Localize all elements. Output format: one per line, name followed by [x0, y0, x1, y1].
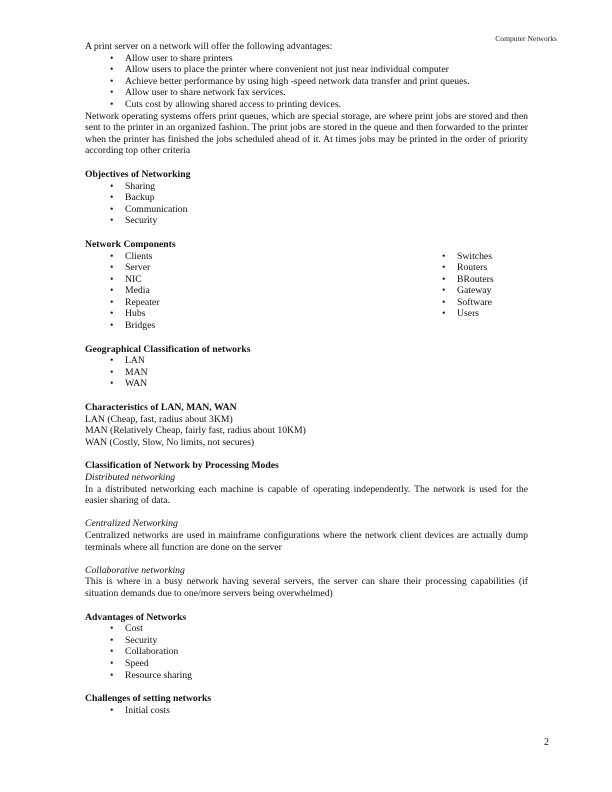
subsection-heading: Distributed networking: [85, 472, 176, 483]
section-heading: Network Components: [85, 238, 176, 250]
list-item-text: Resource sharing: [125, 669, 192, 681]
list-item-text: Cost: [125, 623, 143, 635]
advantages-list: [85, 623, 528, 681]
bullet-icon: •: [110, 180, 114, 192]
list-item: [85, 64, 528, 76]
list-item: [85, 87, 528, 99]
subsection-heading: Centralized Networking: [85, 518, 178, 530]
section-heading: Objectives of Networking: [85, 168, 191, 180]
section-heading: Classification of Network by Processing Modes: [85, 460, 279, 472]
bullet-icon: •: [442, 262, 446, 274]
bullet-icon: •: [442, 296, 446, 308]
list-item: [417, 297, 528, 309]
bullet-icon: •: [110, 366, 114, 378]
intro-paragraph: Network operating systems offers print queues, which are special storage, are where print jobs are stored and then sent to the printer in an organized fashion. The print jobs are stored in the queue and then forwarded to the printer when the printer has finished the jobs scheduled ahead of it. At times jobs may be printed in the order of priority according top other criteria: [85, 110, 528, 157]
bullet-icon: •: [110, 87, 114, 99]
list-item-text: Initial costs: [125, 704, 170, 716]
bullet-icon: •: [110, 98, 114, 110]
bullet-icon: •: [110, 646, 114, 658]
list-item: [85, 623, 528, 635]
components-right-list: [417, 251, 528, 332]
bullet-icon: •: [110, 308, 114, 320]
list-item-text: MAN: [125, 366, 148, 378]
list-item: [85, 262, 417, 274]
list-item-text: Allow user to share network fax services.: [125, 87, 286, 99]
list-item: [85, 378, 528, 390]
list-item: [85, 251, 417, 263]
list-item-text: Software: [457, 296, 492, 308]
list-item-text: WAN: [125, 378, 148, 390]
list-item: [417, 285, 528, 297]
bullet-icon: •: [110, 320, 114, 332]
list-item-text: Bridges: [125, 320, 156, 332]
bullet-icon: •: [442, 273, 446, 285]
subsection-paragraph: In a distributed networking each machine is capable of operating independently. The network is used for the easier sharing of data.: [85, 483, 528, 507]
bullet-icon: •: [110, 296, 114, 308]
bullet-icon: •: [442, 308, 446, 320]
list-item-text: Allow user to share printers: [125, 52, 233, 64]
geographical-list: [85, 355, 528, 390]
list-item: [85, 308, 417, 320]
list-item: [85, 181, 528, 193]
bullet-icon: •: [442, 250, 446, 262]
characteristic-line: WAN (Costly, Slow, No limits, not secures): [85, 436, 255, 448]
subsection-paragraph: Centralized networks are used in mainframe configurations where the network client devices are actually dump terminals where all function are done on the server: [85, 529, 528, 553]
bullet-icon: •: [110, 634, 114, 646]
components-left-list: [85, 251, 417, 332]
characteristic-line: MAN (Relatively Cheap, fairly fast, radius about 10KM): [85, 425, 306, 437]
bullet-icon: •: [442, 285, 446, 297]
bullet-icon: •: [110, 378, 114, 390]
bullet-icon: •: [110, 250, 114, 262]
section-heading: Advantages of Networks: [85, 611, 187, 623]
page-content: [85, 41, 528, 716]
print-server-advantages-list: [85, 53, 528, 111]
section-characteristics: [85, 402, 528, 448]
list-item-text: Communication: [125, 203, 188, 215]
list-item-text: BRouters: [457, 273, 494, 285]
subsection-heading: Collaborative networking: [85, 564, 185, 576]
list-item-text: Collaboration: [125, 646, 179, 658]
subsection-paragraph: This is where in a busy network having several servers, the server can share their processing capabilities (if situation demands due to one/more servers being overwhelmed): [85, 576, 528, 599]
list-item: [85, 355, 528, 367]
components-columns: [85, 251, 528, 332]
section-advantages: [85, 612, 528, 682]
section-geographical: [85, 344, 528, 390]
bullet-icon: •: [110, 262, 114, 274]
list-item: [85, 646, 528, 658]
list-item: [85, 99, 528, 111]
list-item: [85, 76, 528, 88]
list-item: [85, 297, 417, 309]
list-item-text: Media: [125, 285, 150, 297]
bullet-icon: •: [110, 704, 114, 716]
list-item-text: Achieve better performance by using high -speed network data transfer and print queues.: [125, 75, 470, 87]
subsection-centralized: [85, 518, 528, 553]
bullet-icon: •: [110, 355, 114, 367]
list-item-text: Cuts cost by allowing shared access to printing devices.: [125, 98, 342, 110]
list-item-text: Users: [457, 308, 480, 320]
list-item: [85, 320, 417, 332]
list-item: [417, 251, 528, 263]
list-item: [85, 367, 528, 379]
bullet-icon: •: [110, 623, 114, 635]
list-item: [85, 215, 528, 227]
bullet-icon: •: [110, 669, 114, 681]
page-number: 2: [544, 737, 549, 748]
list-item: [85, 670, 528, 682]
list-item-text: Gateway: [457, 285, 492, 297]
bullet-icon: •: [110, 203, 114, 215]
bullet-icon: •: [110, 657, 114, 669]
list-item: [85, 192, 528, 204]
bullet-icon: •: [110, 215, 114, 227]
bullet-icon: •: [110, 75, 114, 87]
list-item-text: Backup: [125, 192, 155, 204]
section-heading: Characteristics of LAN, MAN, WAN: [85, 402, 237, 414]
list-item: [85, 274, 417, 286]
list-item-text: Repeater: [125, 296, 160, 308]
section-processing-modes: [85, 460, 528, 599]
section-heading: Challenges of setting networks: [85, 693, 212, 705]
intro-lead: A print server on a network will offer the following advantages:: [85, 41, 333, 52]
bullet-icon: •: [110, 285, 114, 297]
list-item: [417, 274, 528, 286]
section-objectives: [85, 169, 528, 227]
list-item-text: Switches: [457, 250, 492, 262]
list-item-text: Security: [125, 634, 158, 646]
list-item-text: Security: [125, 215, 158, 227]
list-item-text: Clients: [125, 250, 153, 262]
section-challenges: [85, 693, 528, 716]
objectives-list: [85, 181, 528, 227]
bullet-icon: •: [110, 64, 114, 76]
list-item: [85, 635, 528, 647]
list-item-text: Routers: [457, 262, 488, 274]
list-item: [85, 705, 528, 717]
list-item-text: Allow users to place the printer where convenient not just near individual computer: [125, 64, 449, 76]
characteristic-line: LAN (Cheap, fast, radius about 3KM): [85, 413, 233, 425]
list-item-text: Speed: [125, 657, 149, 669]
subsection-collaborative: [85, 565, 528, 600]
list-item: [85, 285, 417, 297]
list-item: [85, 204, 528, 216]
section-heading: Geographical Classification of networks: [85, 343, 251, 355]
section-components: [85, 239, 528, 332]
list-item-text: Hubs: [125, 308, 146, 320]
list-item-text: NIC: [125, 273, 142, 285]
list-item: [85, 658, 528, 670]
list-item-text: Server: [125, 262, 151, 274]
list-item-text: Sharing: [125, 180, 156, 192]
running-header: Computer Networks: [495, 34, 557, 43]
challenges-list: [85, 705, 528, 717]
list-item: [85, 53, 528, 65]
bullet-icon: •: [110, 52, 114, 64]
list-item: [417, 262, 528, 274]
bullet-icon: •: [110, 192, 114, 204]
bullet-icon: •: [110, 273, 114, 285]
list-item-text: LAN: [125, 355, 145, 367]
list-item: [417, 308, 528, 320]
subsection-distributed: [85, 472, 528, 507]
